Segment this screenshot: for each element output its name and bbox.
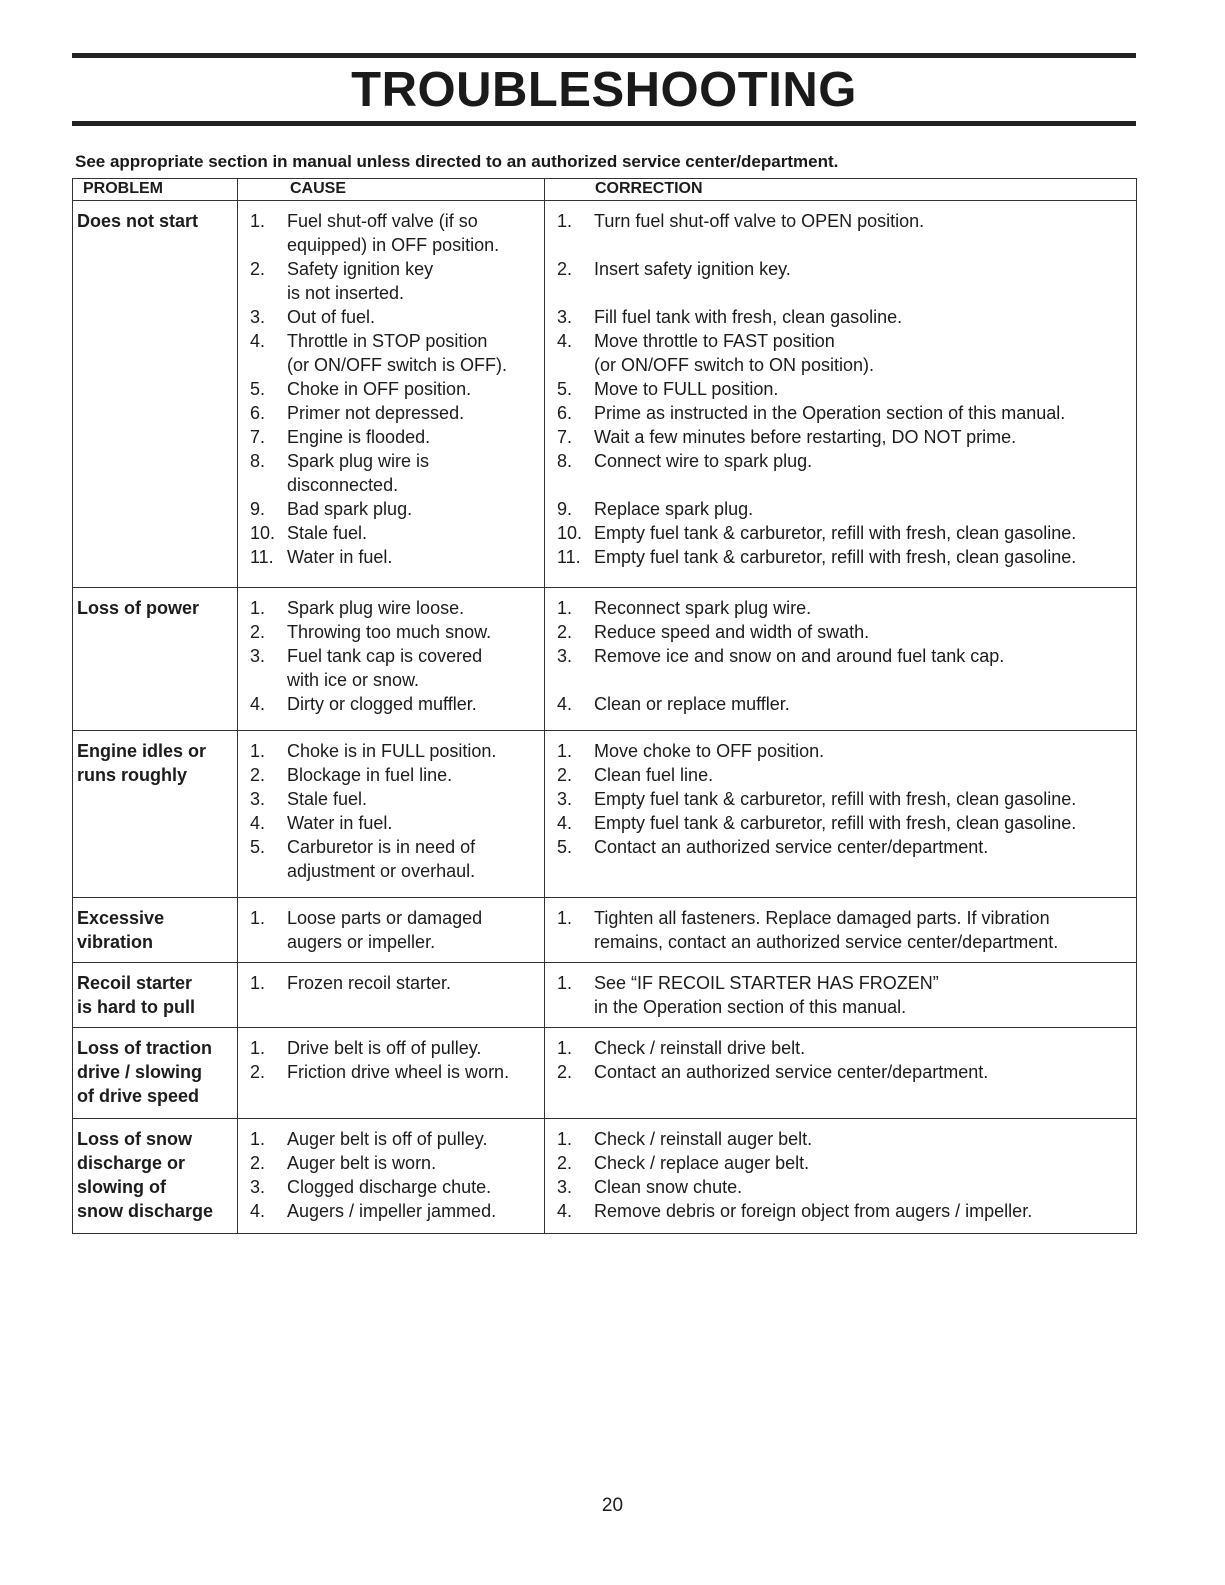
table-row (73, 201, 1137, 588)
cause-text: Bad spark plug. (287, 499, 413, 519)
problem-label: of drive speed (77, 1086, 200, 1106)
correction-text: Empty fuel tank & carburetor, refill with fresh, clean gasoline. (594, 813, 1077, 833)
table-row (73, 963, 1137, 1028)
cause-item (250, 763, 544, 787)
cause-text: Safety ignition key (287, 259, 434, 279)
correction-item (557, 596, 1136, 620)
correction-text: Remove ice and snow on and around fuel tank cap. (594, 646, 1005, 666)
item-number: 7. (557, 427, 573, 447)
correction-text: remains, contact an authorized service center/department. (594, 932, 1059, 952)
problem-label: discharge or (77, 1153, 186, 1173)
item-number: 2. (250, 622, 266, 642)
correction-item (557, 401, 1136, 425)
cause-item (250, 811, 544, 835)
problem-label: slowing of (77, 1177, 166, 1197)
correction-text: Insert safety ignition key. (594, 259, 791, 279)
item-number: 1. (250, 741, 266, 761)
cause-text: Auger belt is worn. (287, 1153, 437, 1173)
cause-text: is not inserted. (287, 283, 405, 303)
problem-label: Engine idles or (77, 741, 207, 761)
item-number: 8. (250, 451, 266, 471)
cause-item (250, 644, 544, 692)
item-number: 2. (250, 259, 266, 279)
item-number: 1. (557, 211, 573, 231)
correction-text: Empty fuel tank & carburetor, refill with fresh, clean gasoline. (594, 547, 1077, 567)
item-number: 2. (250, 765, 266, 785)
table-body (73, 201, 1137, 1234)
correction-text: Move to FULL position. (594, 379, 779, 399)
item-number: 1. (557, 908, 573, 928)
correction-item (557, 521, 1136, 545)
item-number: 1. (250, 908, 266, 928)
cause-cell (238, 731, 545, 898)
cause-text: Stale fuel. (287, 523, 368, 543)
table-row (73, 588, 1137, 731)
cause-item (250, 1175, 544, 1199)
correction-cell (545, 1028, 1137, 1119)
correction-text: in the Operation section of this manual. (594, 997, 907, 1017)
correction-text: Clean fuel line. (594, 765, 714, 785)
cause-text: Water in fuel. (287, 813, 393, 833)
item-number: 3. (250, 789, 266, 809)
correction-item (557, 906, 1136, 954)
cause-text: disconnected. (287, 475, 399, 495)
problem-cell (73, 963, 238, 1028)
item-number: 4. (557, 331, 573, 351)
correction-item (557, 644, 1136, 692)
correction-text (594, 281, 1136, 305)
cause-text: with ice or snow. (287, 670, 420, 690)
cause-text: Out of fuel. (287, 307, 376, 327)
table-row (73, 898, 1137, 963)
cause-text: Throttle in STOP position (287, 331, 488, 351)
page-number: 20 (601, 1495, 624, 1516)
item-number: 7. (250, 427, 266, 447)
cause-item (250, 1127, 544, 1151)
table-row (73, 1028, 1137, 1119)
correction-cell (545, 731, 1137, 898)
problem-cell (73, 898, 238, 963)
correction-item (557, 1175, 1136, 1199)
cause-text: augers or impeller. (287, 932, 436, 952)
item-number: 1. (250, 211, 266, 231)
correction-text: Check / reinstall drive belt. (594, 1038, 806, 1058)
correction-text: Wait a few minutes before restarting, DO NOT prime. (594, 427, 1017, 447)
correction-item (557, 425, 1136, 449)
problem-cell (73, 1119, 238, 1234)
correction-text: Contact an authorized service center/department. (594, 1062, 989, 1082)
correction-text: Reduce speed and width of swath. (594, 622, 870, 642)
cause-text: Choke is in FULL position. (287, 741, 497, 761)
cause-item (250, 257, 544, 305)
cause-item (250, 1060, 544, 1084)
cause-item (250, 425, 544, 449)
correction-item (557, 545, 1136, 569)
correction-cell (545, 1119, 1137, 1234)
cause-text: Blockage in fuel line. (287, 765, 453, 785)
cause-item (250, 596, 544, 620)
item-number: 2. (250, 1062, 266, 1082)
correction-cell (545, 963, 1137, 1028)
top-rule (72, 53, 1136, 58)
problem-label: Does not start (77, 211, 199, 231)
item-number: 1. (250, 1129, 266, 1149)
problem-label: is hard to pull (77, 997, 196, 1017)
item-number: 2. (557, 1062, 573, 1082)
cause-text: Frozen recoil starter. (287, 973, 452, 993)
correction-item (557, 971, 1136, 1019)
item-number: 9. (557, 499, 573, 519)
correction-cell (545, 588, 1137, 731)
correction-item (557, 739, 1136, 763)
correction-text: Check / replace auger belt. (594, 1153, 810, 1173)
item-number: 3. (557, 307, 573, 327)
problem-label: drive / slowing (77, 1062, 203, 1082)
table-header-row (73, 179, 1137, 201)
item-number: 8. (557, 451, 573, 471)
correction-item (557, 787, 1136, 811)
cause-text: Choke in OFF position. (287, 379, 472, 399)
correction-item (557, 1036, 1136, 1060)
correction-text: Move throttle to FAST position (594, 331, 835, 351)
cause-item (250, 1036, 544, 1060)
problem-cell (73, 731, 238, 898)
problem-label: Recoil starter (77, 973, 193, 993)
item-number: 10. (250, 523, 276, 543)
correction-item (557, 835, 1136, 883)
cause-item (250, 305, 544, 329)
correction-text: (or ON/OFF switch to ON position). (594, 355, 875, 375)
correction-text: Turn fuel shut-off valve to OPEN position. (594, 211, 925, 231)
item-number: 2. (250, 1153, 266, 1173)
cause-cell (238, 1028, 545, 1119)
cause-text: Spark plug wire loose. (287, 598, 465, 618)
cause-text: Water in fuel. (287, 547, 393, 567)
cause-text: Throwing too much snow. (287, 622, 492, 642)
cause-item (250, 521, 544, 545)
item-number: 4. (250, 813, 266, 833)
cause-item (250, 692, 544, 716)
correction-item (557, 305, 1136, 329)
item-number: 2. (557, 259, 573, 279)
item-number: 11. (250, 547, 274, 567)
instruction-note: See appropriate section in manual unless directed to an authorized service center/department. (75, 152, 839, 171)
correction-item (557, 1060, 1136, 1084)
table-row (73, 1119, 1137, 1234)
problem-cell (73, 201, 238, 588)
correction-text: Replace spark plug. (594, 499, 754, 519)
item-number: 5. (250, 379, 266, 399)
cause-text: Carburetor is in need of (287, 837, 476, 857)
column-header-problem: PROBLEM (73, 179, 238, 201)
cause-cell (238, 588, 545, 731)
item-number: 3. (250, 307, 266, 327)
correction-item (557, 763, 1136, 787)
cause-cell (238, 201, 545, 588)
cause-text: Friction drive wheel is worn. (287, 1062, 510, 1082)
correction-item (557, 1199, 1136, 1223)
cause-text: Fuel shut-off valve (if so (287, 211, 478, 231)
cause-text: Drive belt is off of pulley. (287, 1038, 482, 1058)
column-header-correction: CORRECTION (545, 179, 1137, 201)
cause-text: equipped) in OFF position. (287, 235, 500, 255)
cause-text: adjustment or overhaul. (287, 861, 476, 881)
cause-text: Auger belt is off of pulley. (287, 1129, 488, 1149)
correction-item (557, 811, 1136, 835)
cause-item (250, 497, 544, 521)
item-number: 10. (557, 523, 583, 543)
cause-item (250, 1199, 544, 1223)
problem-cell (73, 588, 238, 731)
correction-item (557, 449, 1136, 497)
item-number: 3. (557, 1177, 573, 1197)
cause-item (250, 545, 544, 569)
problem-cell (73, 1028, 238, 1119)
correction-text: Move choke to OFF position. (594, 741, 825, 761)
problem-label: Loss of snow (77, 1129, 193, 1149)
table-row (73, 731, 1137, 898)
correction-text: See “IF RECOIL STARTER HAS FROZEN” (594, 973, 939, 993)
cause-text: Primer not depressed. (287, 403, 465, 423)
cause-item (250, 787, 544, 811)
correction-item (557, 329, 1136, 377)
correction-text: Remove debris or foreign object from augers / impeller. (594, 1201, 1033, 1221)
item-number: 3. (250, 1177, 266, 1197)
problem-label: vibration (77, 932, 154, 952)
page-title: TROUBLESHOOTING (351, 63, 857, 117)
correction-text: Empty fuel tank & carburetor, refill with fresh, clean gasoline. (594, 789, 1077, 809)
item-number: 5. (557, 379, 573, 399)
item-number: 4. (557, 813, 573, 833)
cause-text: Engine is flooded. (287, 427, 431, 447)
cause-text: Dirty or clogged muffler. (287, 694, 477, 714)
correction-text: Clean snow chute. (594, 1177, 743, 1197)
correction-text: Reconnect spark plug wire. (594, 598, 812, 618)
problem-label: runs roughly (77, 765, 188, 785)
item-number: 1. (250, 1038, 266, 1058)
cause-cell (238, 898, 545, 963)
correction-text (594, 668, 1136, 692)
correction-text (594, 233, 1136, 257)
cause-item (250, 971, 544, 995)
correction-item (557, 497, 1136, 521)
item-number: 3. (557, 789, 573, 809)
bottom-rule (72, 121, 1136, 126)
correction-cell (545, 898, 1137, 963)
cause-text: Stale fuel. (287, 789, 368, 809)
cause-item (250, 739, 544, 763)
cause-cell (238, 963, 545, 1028)
item-number: 4. (557, 694, 573, 714)
problem-label: Excessive (77, 908, 165, 928)
item-number: 3. (557, 646, 573, 666)
item-number: 1. (250, 598, 266, 618)
item-number: 5. (557, 837, 573, 857)
item-number: 4. (250, 1201, 266, 1221)
correction-item (557, 209, 1136, 257)
correction-text (594, 859, 1136, 883)
problem-label: snow discharge (77, 1201, 214, 1221)
correction-text (594, 473, 1136, 497)
item-number: 3. (250, 646, 266, 666)
item-number: 4. (250, 694, 266, 714)
item-number: 2. (557, 622, 573, 642)
cause-item (250, 209, 544, 257)
item-number: 1. (557, 973, 573, 993)
cause-item (250, 377, 544, 401)
cause-text: Spark plug wire is (287, 451, 430, 471)
cause-item (250, 449, 544, 497)
item-number: 2. (557, 765, 573, 785)
correction-item (557, 620, 1136, 644)
correction-item (557, 377, 1136, 401)
correction-item (557, 1127, 1136, 1151)
cause-item (250, 401, 544, 425)
cause-text: Loose parts or damaged (287, 908, 483, 928)
item-number: 11. (557, 547, 581, 567)
cause-text: Clogged discharge chute. (287, 1177, 492, 1197)
item-number: 1. (557, 598, 573, 618)
correction-item (557, 692, 1136, 716)
cause-item (250, 1151, 544, 1175)
correction-text: Fill fuel tank with fresh, clean gasoline. (594, 307, 903, 327)
troubleshooting-table (72, 178, 1137, 1234)
cause-text: (or ON/OFF switch is OFF). (287, 355, 507, 375)
item-number: 1. (557, 741, 573, 761)
correction-text: Check / reinstall auger belt. (594, 1129, 813, 1149)
correction-text: Empty fuel tank & carburetor, refill with fresh, clean gasoline. (594, 523, 1077, 543)
correction-cell (545, 201, 1137, 588)
correction-text: Connect wire to spark plug. (594, 451, 813, 471)
column-header-cause: CAUSE (238, 179, 545, 201)
item-number: 5. (250, 837, 266, 857)
item-number: 1. (557, 1129, 573, 1149)
item-number: 4. (250, 331, 266, 351)
correction-text: Prime as instructed in the Operation section of this manual. (594, 403, 1066, 423)
item-number: 1. (557, 1038, 573, 1058)
item-number: 9. (250, 499, 266, 519)
cause-item (250, 835, 544, 883)
correction-text: Clean or replace muffler. (594, 694, 790, 714)
item-number: 6. (557, 403, 573, 423)
item-number: 4. (557, 1201, 573, 1221)
cause-item (250, 329, 544, 377)
correction-item (557, 257, 1136, 305)
item-number: 6. (250, 403, 266, 423)
problem-label: Loss of traction (77, 1038, 213, 1058)
cause-item (250, 906, 544, 954)
cause-cell (238, 1119, 545, 1234)
cause-text: Augers / impeller jammed. (287, 1201, 497, 1221)
cause-item (250, 620, 544, 644)
cause-text: Fuel tank cap is covered (287, 646, 483, 666)
problem-label: Loss of power (77, 598, 200, 618)
correction-text: Tighten all fasteners. Replace damaged parts. If vibration (594, 908, 1050, 928)
correction-item (557, 1151, 1136, 1175)
item-number: 2. (557, 1153, 573, 1173)
correction-text: Contact an authorized service center/department. (594, 837, 989, 857)
item-number: 1. (250, 973, 266, 993)
